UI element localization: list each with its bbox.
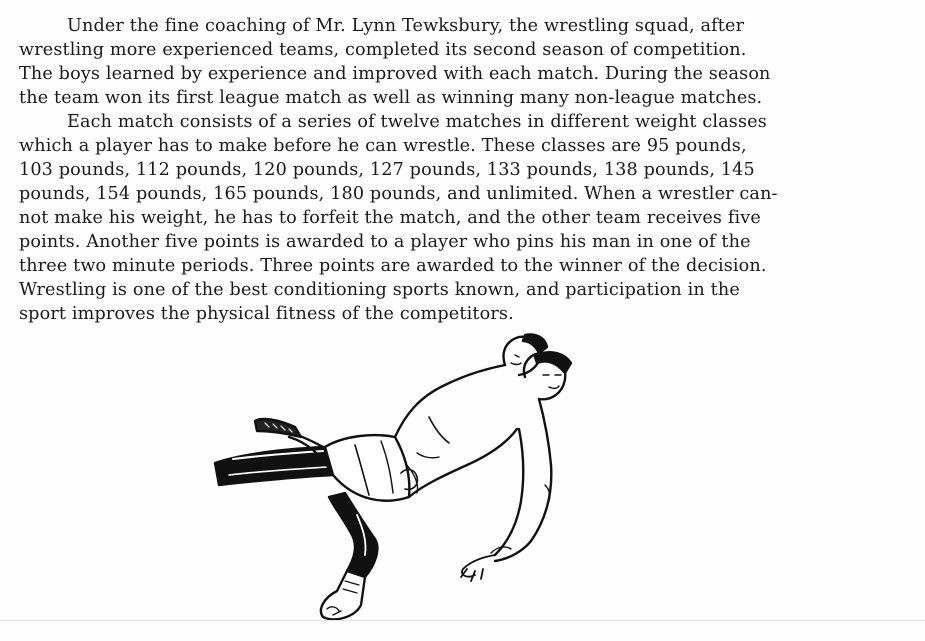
wrestler-shorts	[325, 435, 409, 501]
paragraph-1-line-4: the team won its first league match as well as winning many non-league matches.	[19, 88, 763, 108]
paragraph-2-line-5: not make his weight, he has to forfeit the match, and the other team receives five	[19, 208, 761, 228]
paragraph-2-line-3: 103 pounds, 112 pounds, 120 pounds, 127 pounds, 133 pounds, 138 pounds, 145	[19, 160, 755, 180]
wrestlers-illustration	[205, 325, 590, 630]
page-bottom-edge	[0, 620, 925, 621]
paragraph-2-line-8: Wrestling is one of the best conditioning sports known, and participation in the	[19, 280, 740, 300]
paragraph-1-line-1: Under the fine coaching of Mr. Lynn Tewksbury, the wrestling squad, after	[67, 16, 745, 36]
wrestler-arms	[461, 399, 551, 581]
paragraph-2-line-6: points. Another five points is awarded to a player who pins his man in one of the	[19, 232, 751, 252]
wrestler-heads	[504, 335, 571, 400]
paragraph-1-line-3: The boys learned by experience and improved with each match. During the season	[19, 64, 771, 84]
paragraph-1-line-2: wrestling more experienced teams, completed its second season of competition.	[19, 40, 747, 60]
paragraph-2-line-1: Each match consists of a series of twelve matches in different weight classes	[67, 112, 767, 132]
wrestling-article	[19, 14, 909, 326]
wrestler-lower-leg	[321, 493, 377, 619]
paragraph-2-line-2: which a player has to make before he can wrestle. These classes are 95 pounds,	[19, 136, 747, 156]
paragraph-2-line-9: sport improves the physical fitness of the competitors.	[19, 304, 514, 324]
paragraph-2-line-4: pounds, 154 pounds, 165 pounds, 180 pounds, and unlimited. When a wrestler can-	[19, 184, 778, 204]
wrestler-torso	[395, 365, 517, 497]
paragraph-2-line-7: three two minute periods. Three points are awarded to the winner of the decision.	[19, 256, 767, 276]
